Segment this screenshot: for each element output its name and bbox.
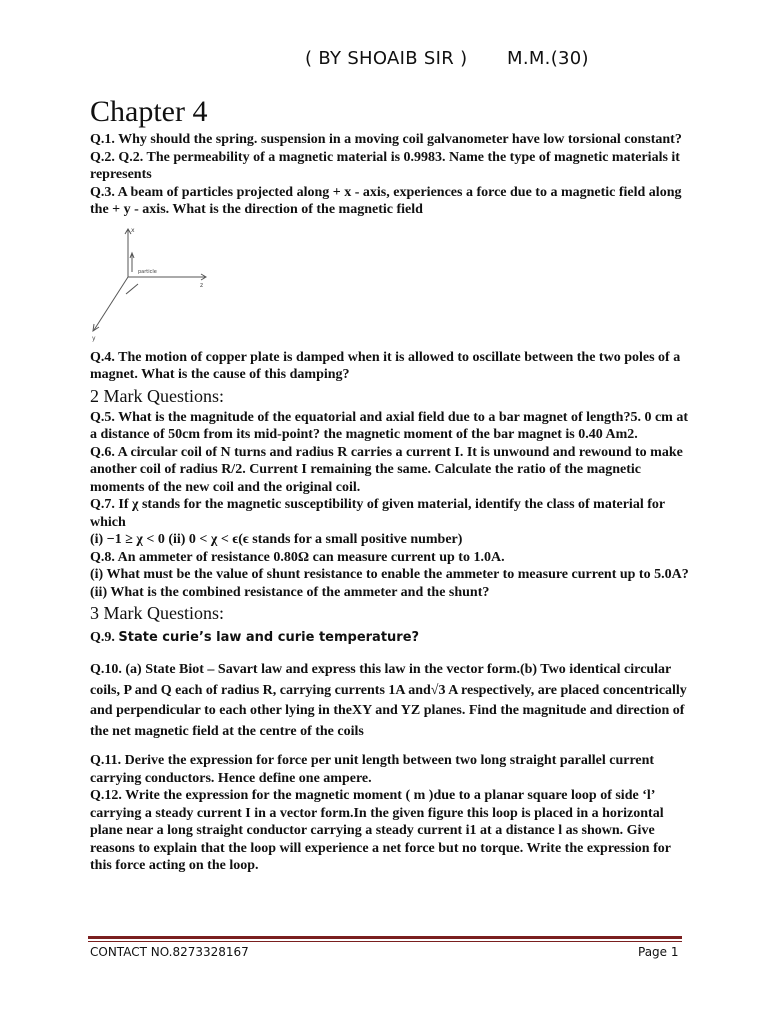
question-7: Q.7. If χ stands for the magnetic susceptibility of given material, identify the class of material for which xyxy=(90,497,665,530)
label-y: y xyxy=(92,334,96,342)
question-5: Q.5. What is the magnitude of the equatorial and axial field due to a bar magnet of length?5. 0 cm at a distance of 50cm from its mid-point? the magnetic moment of the bar magnet is 0.40 Am2. xyxy=(90,409,688,442)
question-1: Q.1. Why should the spring. suspension in a moving coil galvanometer have low torsional constant? xyxy=(90,132,682,147)
label-particle: particle xyxy=(138,268,157,275)
question-10: Q.10. (a) State Biot – Savart law and express this law in the vector form.(b) Two identical circular coils, P and Q each of radius R, carrying currents 1A and√3 A respectively, are placed concentrically and perpendicular to each other lying in theXY and YZ planes. Find the magnitude and direction of the net magnetic field at the centre of the coils xyxy=(90,662,687,739)
question-12: Q.12. Write the expression for the magnetic moment ( m )due to a planar square loop of side ‘l’ carrying a steady current I in a vector form.In the given figure this loop is placed in a horizontal plane near a long straight conductor carrying a steady current i1 at a distance l as shown. Give reasons to explain that the loop will experience a net force but no torque. Write the expression for this force acting on the loop. xyxy=(90,788,671,873)
question-8: Q.8. An ammeter of resistance 0.80Ω can measure current up to 1.0A. xyxy=(90,549,505,565)
question-9 xyxy=(90,626,690,650)
footer-rule-thin xyxy=(88,941,682,942)
section-2-mark: 2 Mark Questions: xyxy=(90,385,224,406)
header-author: ( BY SHOAIB SIR ) xyxy=(305,48,468,69)
footer-rule-thick xyxy=(88,936,682,939)
question-9-number: Q.9. xyxy=(90,630,115,645)
question-7-options: (i) −1 ≥ χ < 0 (ii) 0 < χ < ϵ(ϵ stands for a small positive number) xyxy=(90,532,463,547)
header-marks: M.M.(30) xyxy=(507,48,589,69)
question-2: Q.2. Q.2. The permeability of a magnetic material is 0.9983. Name the type of magnetic materials it represents xyxy=(90,149,680,182)
question-body xyxy=(90,131,690,875)
footer-contact: CONTACT NO.8273328167 xyxy=(90,945,249,959)
label-x-top: x xyxy=(131,226,135,234)
question-9-text: State curie’s law and curie temperature? xyxy=(118,630,420,645)
question-4: Q.4. The motion of copper plate is damped when it is allowed to oscillate between the two poles of a magnet. What is the cause of this damping? xyxy=(90,349,681,382)
force-arrow xyxy=(126,284,138,294)
question-8-part-i: (i) What must be the value of shunt resistance to enable the ammeter to measure current up to 5.0A? xyxy=(90,567,689,582)
question-6: Q.6. A circular coil of N turns and radius R carries a current I. It is unwound and rewound to make another coil of radius R/2. Current I remaining the same. Calculate the ratio of the magnetic moments of the new coil and the original coil. xyxy=(90,444,683,495)
label-z: z xyxy=(200,281,204,289)
section-3-mark: 3 Mark Questions: xyxy=(90,603,224,623)
footer-page-number: Page 1 xyxy=(638,945,679,959)
axes-figure xyxy=(90,222,220,342)
question-11: Q.11. Derive the expression for force per unit length between two long straight parallel current carrying conductors. Hence define one ampere. xyxy=(90,753,655,786)
y-axis-line xyxy=(94,277,128,330)
chapter-title: Chapter 4 xyxy=(90,95,208,128)
question-3: Q.3. A beam of particles projected along + x - axis, experiences a force due to a magnetic field along the + y - axis. What is the direction of the magnetic field xyxy=(90,184,682,217)
question-8-part-ii: (ii) What is the combined resistance of the ammeter and the shunt? xyxy=(90,584,490,600)
